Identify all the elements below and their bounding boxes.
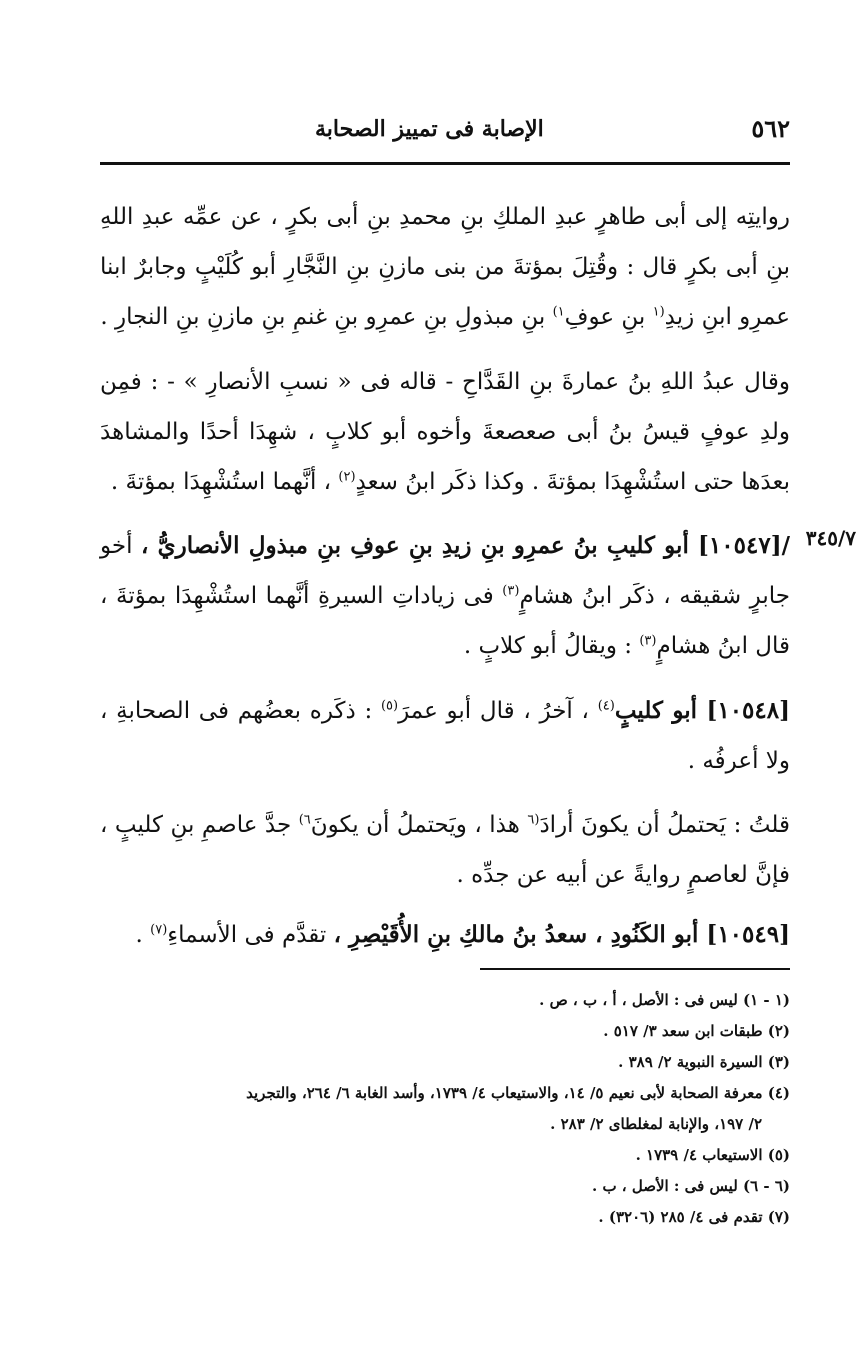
footnotes (100, 985, 790, 1233)
entry-10549: [١٠٥٤٩] أبو الكَنُودِ ، سعدُ بنُ مالكِ بنِ الأُقَيْصِرِ ، تقدَّم فى الأسماءِ$^{(٧)}$ . (135, 921, 790, 948)
footnote-ref: (١ (652, 304, 665, 320)
margin-reference: ٣٤٥/٧ (805, 526, 856, 550)
footnote: (٢) طبقات ابن سعد ٣/ ٥١٧ . (603, 1022, 790, 1040)
footnote: (٦ - ٦) ليس فى : الأصل ، ب . (592, 1177, 790, 1195)
footnote-ref: ١) (552, 304, 565, 320)
page-header (100, 110, 790, 150)
footnote-ref: (٣) (502, 583, 520, 599)
entry-10547: /[١٠٥٤٧] أبو كليبِ بنُ عمرِو بنِ زيدِ بنِ عوفِ بنِ مبذولِ الأنصاريُّ ، أخو جابرٍ شقيقه ، ذكَر ابنُ هشامٍ$^{(٣)}$ فى زياداتِ السيرةِ أنَّهما استُشْهِدَا بمؤتةَ ، قال ابنُ هشامٍ$^{(٣)}$ : ويقالُ أبو كلابٍ . (100, 532, 791, 659)
running-title: الإصابة فى تمييز الصحابة (315, 116, 544, 142)
entry-10548: [١٠٥٤٨] أبو كليبٍ$^{(٤)}$ ، آخرُ ، قال أبو عمرَ$^{(٥)}$ : ذكَره بعضُهم فى الصحابةِ ، ولا أعرفُه . (100, 697, 791, 774)
footnote-ref: (٤) (597, 698, 615, 714)
entry-heading: [١٠٥٤٩] أبو الكَنُودِ ، سعدُ بنُ مالكِ بنِ الأُقَيْصِرِ ، (333, 921, 790, 948)
footnote-ref: ٦) (298, 812, 311, 828)
footnote-ref: (٢) (338, 469, 356, 485)
paragraph-comment: قلتُ : يَحتملُ أن يكونَ أرادَ$^{(٦}$ هذا ، ويَحتملُ أن يكونَ$^{٦)}$ جدَّ عاصمِ بنِ كليبٍ ، فإنَّ لعاصمٍ روايةً عن أبيه عن جدِّه . (100, 812, 790, 888)
footnote: (٧) تقدم فى ٤/ ٢٨٥ (٣٢٠٦) . (598, 1208, 790, 1226)
footnote: (٤) معرفة الصحابة لأبى نعيم ٥/ ١٤، والاستيعاب ٤/ ١٧٣٩، وأسد الغابة ٦/ ٢٦٤، والتجريد (246, 1084, 790, 1102)
paragraph-1: روايتِه إلى أبى طاهرٍ عبدِ الملكِ بنِ محمدِ بنِ أبى بكرٍ ، عن عمِّه عبدِ اللهِ بنِ أبى بكرٍ قال : وقُتِلَ بمؤتةَ من بنى مازنِ بنِ النَّجَّارِ أبو كُلَيْبٍ وجابرٌ ابنا عمرِو ابنِ زيدِ$^{(١}$ بنِ عوفِ$^{١)}$ بنِ مبذولِ بنِ عمرِو بنِ غنمِ بنِ مازنِ بنِ النجارِ . (100, 204, 790, 330)
footnote-continuation: ٢/ ١٩٧، والإنابة لمغلطاى ٢/ ٢٨٣ . (550, 1115, 762, 1133)
footnote-ref: (٣) (639, 633, 657, 649)
footnote-ref: (٥) (380, 698, 399, 714)
footnote-rule (480, 968, 790, 970)
footnote: (٥) الاستيعاب ٤/ ١٧٣٩ . (635, 1146, 790, 1164)
page-number: ٥٦٢ (751, 114, 790, 143)
header-rule (100, 162, 790, 165)
entry-heading: [١٠٥٤٨] أبو كليبٍ (614, 697, 791, 724)
entry-heading: /[١٠٥٤٧] أبو كليبِ بنُ عمرِو بنِ زيدِ بنِ عوفِ بنِ مبذولِ الأنصاريُّ ، (140, 532, 790, 559)
footnote-ref: (٦ (527, 812, 540, 828)
footnote-ref: (٧) (150, 922, 168, 938)
paragraph-2: وقال عبدُ اللهِ بنُ عمارةَ بنِ القَدَّاحِ - قاله فى « نسبِ الأنصارِ » - : فمِن ولدِ عوفٍ قيسُ بنُ أبى صعصعةَ وأخوه أبو كلابٍ ، شهِدَا أحدًا والمشاهدَ بعدَها حتى استُشْهِدَا بمؤتةَ . وكذا ذكَر ابنُ سعدٍ$^{(٢)}$ ، أنَّهما استُشْهِدَا بمؤتةَ . (100, 369, 790, 495)
footnote: (٣) السيرة النبوية ٢/ ٣٨٩ . (618, 1053, 790, 1071)
footnote: (١ - ١) ليس فى : الأصل ، أ ، ب ، ص . (539, 991, 790, 1009)
